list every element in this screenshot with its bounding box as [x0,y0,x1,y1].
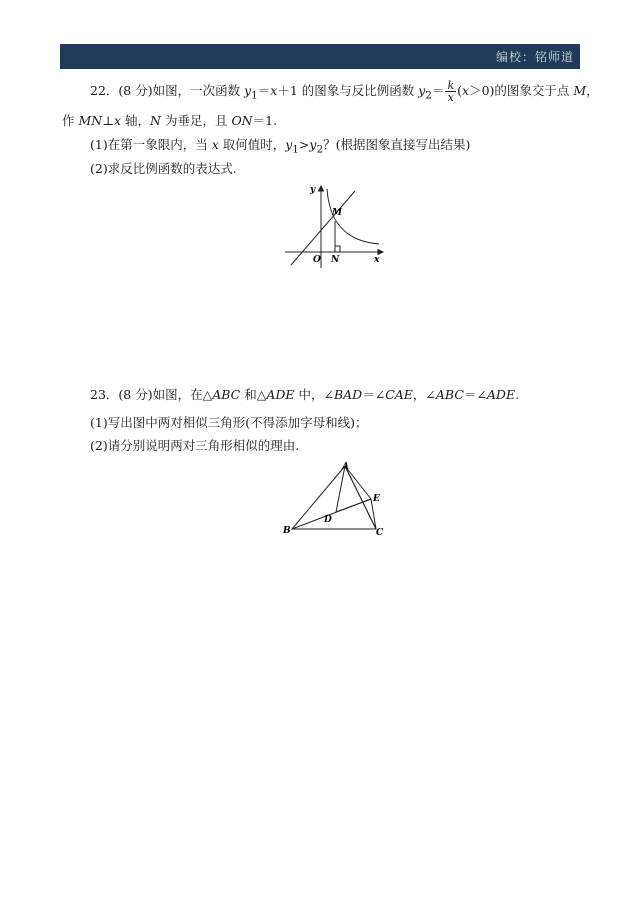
linear-function-line [291,191,355,265]
text: ＝∠ [362,387,386,402]
right-angle-mark [335,246,340,252]
var: M [573,83,587,98]
q23-figure [280,458,390,540]
var: x [270,83,278,98]
text: 22．(8 分)如图，一次函数 [90,83,245,98]
segment-AD [336,466,345,512]
var: x [114,113,122,128]
editor-credit: 编校：铭师道 [495,50,574,64]
text: 23．(8 分)如图，在△ [90,387,213,402]
var: ABC [435,387,464,402]
var: x [211,137,219,152]
text: 作 [62,113,79,128]
var: y [418,83,426,98]
label-D: D [324,515,332,525]
q22-part-1 [90,135,470,156]
var: ADE. [486,387,520,402]
var: ON [231,113,253,128]
var: MN [78,113,103,128]
text: ＞0)的图象交于点 [469,83,574,98]
numerator: k [447,79,455,92]
label-B: B [283,526,291,536]
q22-line-2 [62,111,277,129]
text: ，∠ [412,387,436,402]
label-C: C [376,528,384,538]
sub: 2 [316,143,324,156]
text: ⊥ [102,113,114,128]
text: 取何值时， [218,137,286,152]
var: ADE [266,387,295,402]
var: ABC [212,387,241,402]
text: ＋1 的图象与反比例函数 [277,83,419,98]
fraction-k-over-x [445,80,456,103]
q22-figure [283,183,389,269]
text: (1)在第一象限内，当 [90,137,212,152]
segment-AC [345,466,376,529]
text: ＝1. [252,113,278,128]
denominator: x [447,91,454,104]
text: ＝ [431,83,445,98]
label-A: A [342,462,349,472]
sub: 1 [251,89,258,102]
text: 和△ [240,387,267,402]
var: y [309,137,317,152]
sub: 2 [425,89,432,102]
header-bar [60,44,580,69]
q22-line-1 [90,80,599,103]
label-M: M [332,208,342,218]
label-E: E [373,494,380,504]
q23-part-2: (2)请分别说明两对三角形相似的理由. [90,438,300,453]
var: CAE [385,387,413,402]
label-N: N [331,255,340,265]
var: y [285,137,293,152]
q23-line-1 [90,385,519,403]
text: 为垂足，且 [160,113,232,128]
label-O: O [313,255,321,265]
text: ？(根据图象直接写出结果) [323,137,471,152]
q22-part-2: (2)求反比例函数的表达式. [90,161,237,176]
text: ＝∠ [463,387,487,402]
text: ＝ [257,83,271,98]
q23-part-1: (1)写出图中两对相似三角形(不得添加字母和线)； [90,415,368,430]
label-x: x [374,255,380,265]
var: BAD [333,387,363,402]
sub: 1 [292,143,299,156]
segment-DE [336,499,371,512]
y-axis-arrow [319,186,324,191]
text: ， [586,83,599,98]
var: x [462,83,470,98]
text: > [298,137,310,152]
x-axis-arrow [378,250,383,255]
text: 轴， [121,113,151,128]
triangle-ABC [292,466,376,529]
var: y [244,83,252,98]
text: 中，∠ [294,387,334,402]
var: N [150,113,161,128]
label-y: y [310,185,316,195]
text: ( [457,83,462,98]
